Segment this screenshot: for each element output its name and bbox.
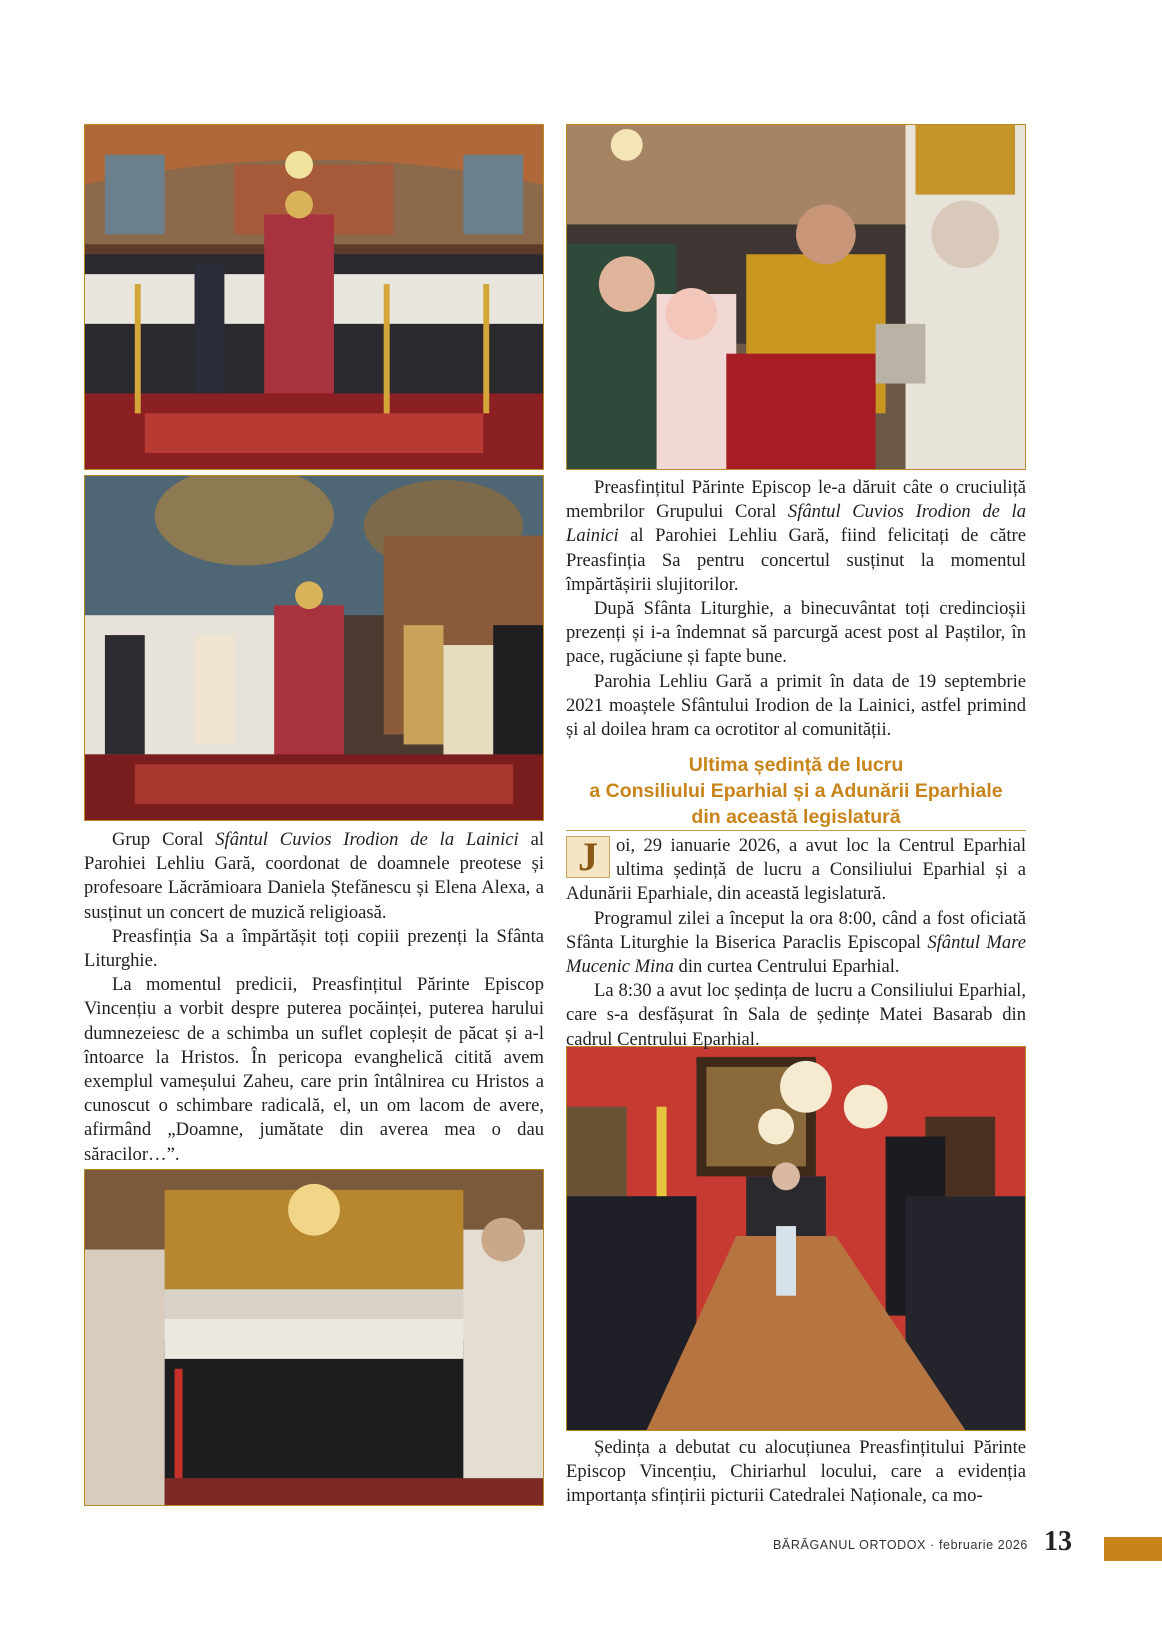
heading-line-2: a Consiliului Eparhial și a Adunării Eparhiale (589, 780, 1003, 802)
right-paragraph-1: Preasfințitul Părinte Episcop le-a dăruit câte o cruciuliță membrilor Grupului Coral Sfântul Cuvios Irodion de la Lainici al Parohiei Lehliu Gară, fiind felicitați de către Preasfinția Sa pentru concertul susținut la momentul împărtășirii slujitorilor. (566, 477, 1026, 595)
section-paragraph-1: J oi, 29 ianuarie 2026, a avut loc la Centrul Eparhial ultima ședință de lucru a Consiliului Eparhial și a Adunării Eparhiale, din această legislatură. (566, 834, 1026, 905)
photo-communion-child (566, 124, 1026, 470)
left-text-column (84, 828, 544, 1167)
section-heading (566, 752, 1026, 830)
left-paragraph-2: Preasfinția Sa a împărtășit toți copiii prezenți la Sfânta Liturghie. (84, 925, 544, 972)
footer-publication (700, 1538, 1028, 1552)
section-paragraph-3: La 8:30 a avut loc ședința de lucru a Consiliului Eparhial, care s-a desfășurat în Sala de ședințe Matei Basarab din cadrul Centrului Eparhial. (566, 980, 1026, 1050)
left-paragraph-3: La momentul predicii, Preasfințitul Părinte Episcop Vincențiu a vorbit despre puterea pocăinței, puterea harului dumnezeiesc de a schimba un suflet copleșit de păcat și a-l întoarce la Hristos. În pericopa evanghelică citită avem exemplul vameșului Zaheu, care prin întâlnirea cu Hristos a cunoscut o schimbare radicală, el, un om lacom de avere, afirmând „Doamne, jumătate din averea mea o dau săracilor…”. (84, 974, 544, 1165)
right-text-column-top (566, 476, 1026, 742)
section-paragraph-2: Programul zilei a început la ora 8:00, când a fost oficiată Sfânta Liturghie la Biserica Paraclis Episcopal Sfântul Mare Mucenic Mina din curtea Centrului Eparhial. (566, 907, 1026, 978)
right-paragraph-3: Parohia Lehliu Gară a primit în data de 19 septembrie 2021 moaștele Sfântului Irodion de la Lainici, astfel primind și al doilea hram ca ocrotitor al comunității. (566, 670, 1026, 741)
photo-council-meeting (566, 1046, 1026, 1431)
dropcap-letter: J (566, 836, 610, 878)
photo-hierarch-with-choir (84, 124, 544, 470)
photo-choir-singing (84, 1169, 544, 1506)
photo-liturgy-altar (84, 475, 544, 821)
right-text-column-section (566, 834, 1026, 1052)
right-text-column-bottom (566, 1436, 1026, 1509)
left-paragraph-1: Grup Coral Sfântul Cuvios Irodion de la Lainici al Parohiei Lehliu Gară, coordonat de doamnele preotese și profesoare Lăcrămioara Daniela Ștefănescu și Elena Alexa, a susținut un concert de muzică religioasă. (84, 829, 544, 923)
right-paragraph-2: După Sfânta Liturghie, a binecuvântat toți credincioșii prezenți și i-a îndemnat să parcurgă acest post al Paștilor, în pace, rugăciune și fapte bune. (566, 598, 1026, 668)
heading-divider (566, 830, 1026, 831)
page-number: 13 (1044, 1526, 1072, 1557)
publication-name: BĂRĂGANUL ORTODOX (773, 1538, 927, 1552)
section-paragraph-4: Ședința a debutat cu alocuțiunea Preasfințitului Părinte Episcop Vincențiu, Chiriarhul locului, care a evidenția importanța sfințirii picturii Catedralei Naționale, ca mo- (566, 1437, 1026, 1507)
publication-issue: · februarie 2026 (926, 1538, 1028, 1552)
footer-accent-bar (1104, 1537, 1162, 1561)
heading-line-1: Ultima ședință de lucru (688, 754, 904, 776)
heading-line-3: din această legislatură (691, 806, 901, 828)
